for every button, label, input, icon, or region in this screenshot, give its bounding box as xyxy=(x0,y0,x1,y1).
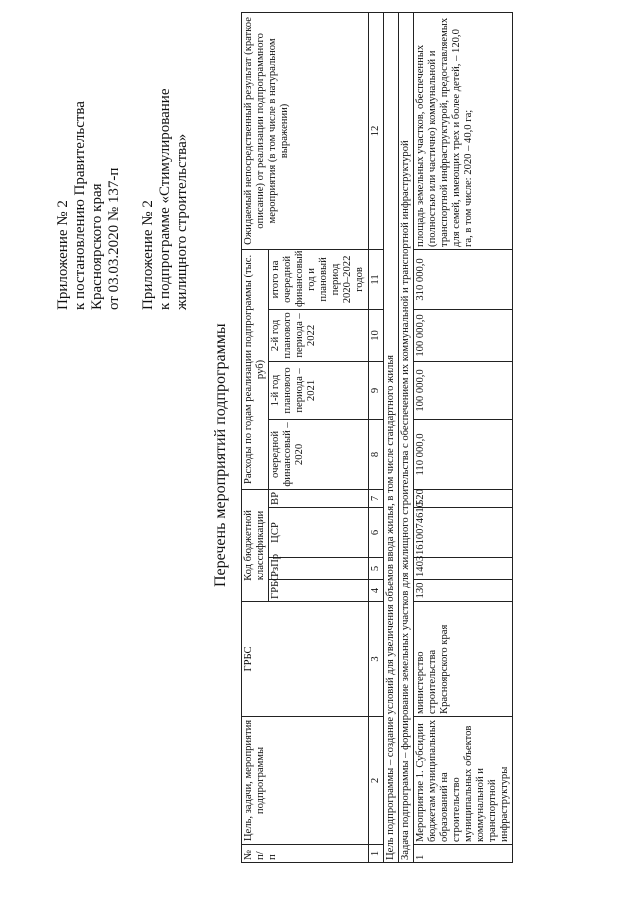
column-number: 8 xyxy=(369,419,384,489)
column-number: 2 xyxy=(369,717,384,845)
appendix-line: Приложение № 2 xyxy=(140,200,156,310)
header-budget-code: Код бюджетной классификации xyxy=(242,489,269,601)
column-number: 3 xyxy=(369,602,384,717)
header-no: № п/п xyxy=(242,845,369,863)
subprogram-header-block xyxy=(140,89,191,310)
row-grbs: министерство строительства Красноярского края xyxy=(414,602,513,717)
column-number: 11 xyxy=(369,249,384,309)
appendix-line: к постановлению Правительства xyxy=(72,101,88,310)
appendix-line: от 03.03.2020 № 137-п xyxy=(106,167,122,310)
header-csr: ЦСР xyxy=(269,508,369,558)
row-vr: 520 xyxy=(414,489,513,507)
row-name: Мероприятие 1. Субсидии бюджетам муниципальных образований на строительство муниципальных объектов коммунальной и транспортной инфраструктуры xyxy=(414,717,513,845)
page-title: Перечень мероприятий подпрограммы xyxy=(212,323,229,587)
table-row xyxy=(414,12,513,862)
appendix-header-block xyxy=(55,101,123,310)
column-number: 9 xyxy=(369,361,384,419)
header-vr: ВР xyxy=(269,489,369,507)
header-y2021: 1-й год планового периода – 2021 xyxy=(269,361,369,419)
row-y2020: 110 000,0 xyxy=(414,419,513,489)
row-y2021: 100 000,0 xyxy=(414,361,513,419)
header-rzpr: РзПр xyxy=(269,558,369,580)
header-y2022: 2-й год планового периода – 2022 xyxy=(269,309,369,361)
column-number: 5 xyxy=(369,558,384,580)
appendix-line: Красноярского края xyxy=(89,183,105,310)
appendix-line: к подпрограмме «Стимулирование xyxy=(157,88,173,310)
header-y2020: очередной финансовый – 2020 xyxy=(269,419,369,489)
header-result: Ожидаемый непосредственный результат (краткое описание) от реализации подпрограммного мероприятия (в том числе в натуральном выражении) xyxy=(242,12,369,249)
header-total: итого на очередной финансовый год и плановый период 2020–2022 годов xyxy=(269,249,369,309)
row-no: 1 xyxy=(414,845,513,863)
header-expenses: Расходы по годам реализации подпрограммы (тыс. руб) xyxy=(242,249,269,489)
column-number: 10 xyxy=(369,309,384,361)
column-number: 6 xyxy=(369,508,384,558)
measures-table xyxy=(241,12,513,863)
appendix-line: жилищного строительства» xyxy=(174,133,190,310)
row-result: площадь земельных участков, обеспеченных (полностью или частично) коммунальной и транспортной инфраструктурой, предоставляемых для семей, имеющих трех и более детей, – 120,0 га, в том числе: 2020 – 40,0 га; xyxy=(414,12,513,249)
goal-row: Цель подпрограммы – создание условий для увеличения объемов ввода жилья, в том числе стандартного жилья xyxy=(384,12,399,862)
header-goal: Цель, задачи, мероприятия подпрограммы xyxy=(242,717,369,845)
column-number: 4 xyxy=(369,580,384,602)
row-csr: 1610074610 xyxy=(414,508,513,558)
row-rzpr: 1403 xyxy=(414,558,513,580)
column-number: 7 xyxy=(369,489,384,507)
column-number: 1 xyxy=(369,845,384,863)
task-row: Задача подпрограммы – формирование земельных участков для жилищного строительства с обеспечением их коммунальной и транспортной инфраструктурой xyxy=(399,12,414,862)
row-grbs-code: 130 xyxy=(414,580,513,602)
row-y2022: 100 000,0 xyxy=(414,309,513,361)
column-number: 12 xyxy=(369,12,384,249)
appendix-line: Приложение № 2 xyxy=(55,200,71,310)
header-grbs: ГРБС xyxy=(242,602,369,717)
header-grbs-code: ГРБС xyxy=(269,580,369,602)
row-total: 310 000,0 xyxy=(414,249,513,309)
